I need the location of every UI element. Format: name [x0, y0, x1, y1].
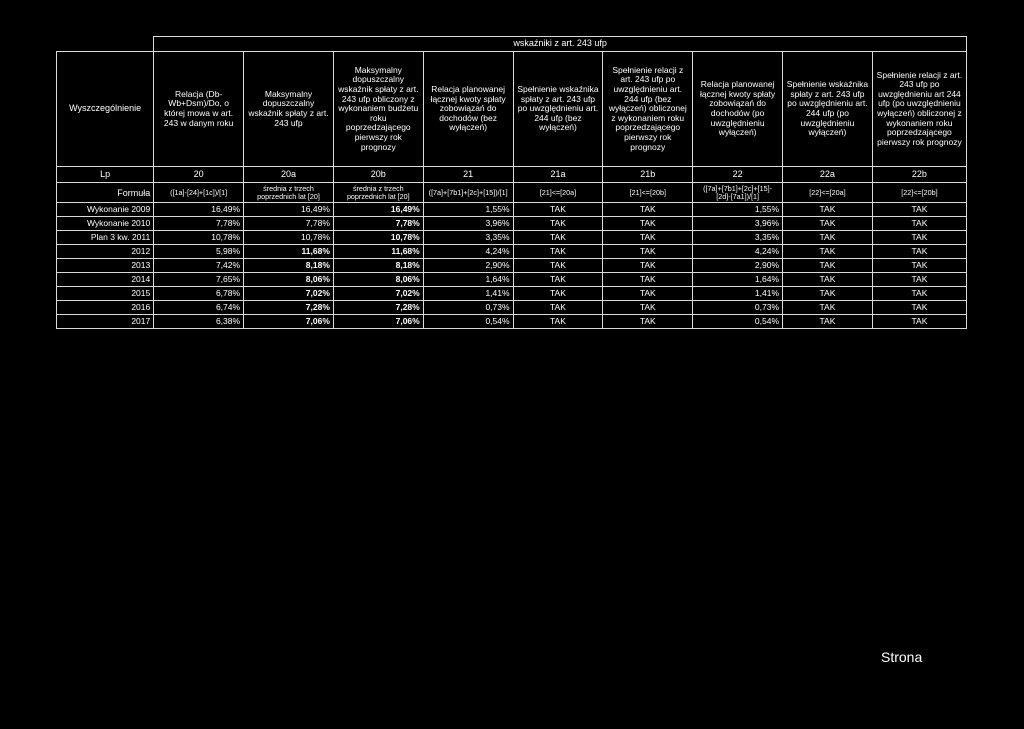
- row-label: Plan 3 kw. 2011: [57, 231, 154, 245]
- table-cell: TAK: [513, 259, 603, 273]
- lp-cell: 21: [423, 167, 513, 183]
- formula-cell: [22]<=[20b]: [872, 183, 966, 203]
- column-header: Spełnienie wskaźnika spłaty z art. 243 ufp po uwzględnieniu art. 244 ufp (po uwzględnieniu wyłączeń): [783, 52, 873, 167]
- table-cell: 8,06%: [333, 273, 423, 287]
- table-row: [57, 287, 967, 301]
- table-cell: 0,73%: [423, 301, 513, 315]
- table-cell: TAK: [783, 231, 873, 245]
- table-cell: TAK: [872, 203, 966, 217]
- table-cell: 10,78%: [244, 231, 334, 245]
- table-cell: TAK: [872, 287, 966, 301]
- column-header: Spełnienie relacji z art. 243 ufp po uwzględnieniu art 244 ufp (po uwzględnieniu wyłączeń) obliczonej z wykonaniem roku poprzedzającego pierwszy rok prognozy: [872, 52, 966, 167]
- lp-row: [57, 167, 967, 183]
- formula-cell: [21]<=[20b]: [603, 183, 693, 203]
- table-cell: 4,24%: [423, 245, 513, 259]
- table-cell: 3,35%: [693, 231, 783, 245]
- lp-label: Lp: [57, 167, 154, 183]
- table-cell: 7,02%: [244, 287, 334, 301]
- formula-row: [57, 183, 967, 203]
- column-header: Spełnienie relacji z art. 243 ufp po uwzględnieniu art. 244 ufp (bez wyłączeń) obliczonej z wykonaniem roku poprzedzającego pierwszy rok prognozy: [603, 52, 693, 167]
- table-cell: 1,41%: [693, 287, 783, 301]
- table-cell: TAK: [513, 217, 603, 231]
- lp-cell: 21a: [513, 167, 603, 183]
- table-cell: TAK: [783, 301, 873, 315]
- table-cell: TAK: [513, 315, 603, 329]
- page-footer-label: Strona: [881, 649, 923, 665]
- lp-cell: 20: [154, 167, 244, 183]
- indicator-table: [56, 36, 967, 329]
- top-header-row: [57, 37, 967, 52]
- table-cell: TAK: [603, 231, 693, 245]
- formula-cell: ([1a]-[24]+[1c])/[1]: [154, 183, 244, 203]
- table-cell: TAK: [872, 217, 966, 231]
- table-cell: 7,06%: [333, 315, 423, 329]
- table-row: [57, 315, 967, 329]
- row-label: 2012: [57, 245, 154, 259]
- table-cell: 2,90%: [423, 259, 513, 273]
- table-cell: 7,78%: [154, 217, 244, 231]
- table-cell: TAK: [872, 245, 966, 259]
- table-cell: TAK: [603, 217, 693, 231]
- table-cell: 7,42%: [154, 259, 244, 273]
- row-label: 2015: [57, 287, 154, 301]
- table-cell: TAK: [603, 245, 693, 259]
- table-row: [57, 203, 967, 217]
- table-cell: TAK: [783, 203, 873, 217]
- table-cell: TAK: [783, 315, 873, 329]
- table-cell: TAK: [603, 315, 693, 329]
- top-header-cell: wskaźniki z art. 243 ufp: [154, 37, 967, 52]
- table-cell: TAK: [872, 315, 966, 329]
- row-label: 2017: [57, 315, 154, 329]
- table-cell: 1,55%: [693, 203, 783, 217]
- table-cell: 0,54%: [693, 315, 783, 329]
- table-cell: TAK: [603, 273, 693, 287]
- table-cell: TAK: [513, 301, 603, 315]
- table-row: [57, 301, 967, 315]
- table-cell: TAK: [783, 217, 873, 231]
- row-label: Wykonanie 2009: [57, 203, 154, 217]
- table-cell: 16,49%: [244, 203, 334, 217]
- table-cell: 16,49%: [333, 203, 423, 217]
- lp-cell: 22: [693, 167, 783, 183]
- table-cell: 7,02%: [333, 287, 423, 301]
- table-cell: 8,18%: [244, 259, 334, 273]
- table-cell: 2,90%: [693, 259, 783, 273]
- table-cell: TAK: [783, 245, 873, 259]
- table-cell: 3,35%: [423, 231, 513, 245]
- table-cell: TAK: [513, 287, 603, 301]
- table-cell: TAK: [872, 259, 966, 273]
- lp-cell: 20a: [244, 167, 334, 183]
- table-cell: TAK: [603, 301, 693, 315]
- table-cell: TAK: [603, 203, 693, 217]
- table-cell: 7,06%: [244, 315, 334, 329]
- lp-cell: 20b: [333, 167, 423, 183]
- table-cell: 8,06%: [244, 273, 334, 287]
- column-header-row: [57, 52, 967, 167]
- column-header: Relacja (Db-Wb+Dsm)/Do, o której mowa w art. 243 w danym roku: [154, 52, 244, 167]
- column-header: Maksymalny dopuszczalny wskaźnik spłaty z art. 243 ufp: [244, 52, 334, 167]
- formula-cell: średnia z trzech poprzednich lat [20]: [244, 183, 334, 203]
- table-cell: TAK: [603, 259, 693, 273]
- table-cell: TAK: [513, 245, 603, 259]
- column-header: Spełnienie wskaźnika spłaty z art. 243 ufp po uwzględnieniu art. 244 ufp (bez wyłączeń): [513, 52, 603, 167]
- table-cell: 6,38%: [154, 315, 244, 329]
- table-cell: 10,78%: [154, 231, 244, 245]
- row-label: 2016: [57, 301, 154, 315]
- table-row: [57, 273, 967, 287]
- table-cell: 16,49%: [154, 203, 244, 217]
- table-row: [57, 217, 967, 231]
- table-cell: 7,65%: [154, 273, 244, 287]
- table-cell: 1,64%: [693, 273, 783, 287]
- lp-cell: 22b: [872, 167, 966, 183]
- row-label: Wykonanie 2010: [57, 217, 154, 231]
- indicator-table-wrapper: [56, 36, 967, 329]
- table-cell: 7,78%: [333, 217, 423, 231]
- table-cell: TAK: [872, 273, 966, 287]
- row-label-header: Wyszczególnienie: [57, 52, 154, 167]
- table-cell: TAK: [513, 203, 603, 217]
- table-row: [57, 231, 967, 245]
- table-cell: 7,28%: [244, 301, 334, 315]
- table-row: [57, 245, 967, 259]
- formula-cell: ([7a]+[7b1]+[2c]+[15])/[1]: [423, 183, 513, 203]
- table-cell: 11,68%: [333, 245, 423, 259]
- table-cell: 10,78%: [333, 231, 423, 245]
- table-cell: 3,96%: [693, 217, 783, 231]
- lp-cell: 21b: [603, 167, 693, 183]
- formula-cell: średnia z trzech poprzednich lat [20]: [333, 183, 423, 203]
- column-header: Relacja planowanej łącznej kwoty spłaty zobowiązań do dochodów (bez wyłączeń): [423, 52, 513, 167]
- table-cell: 1,55%: [423, 203, 513, 217]
- table-cell: 4,24%: [693, 245, 783, 259]
- empty-corner-cell: [57, 37, 154, 52]
- table-cell: 6,74%: [154, 301, 244, 315]
- table-cell: TAK: [783, 273, 873, 287]
- table-cell: 6,78%: [154, 287, 244, 301]
- table-cell: 11,68%: [244, 245, 334, 259]
- row-label: 2013: [57, 259, 154, 273]
- formula-cell: [22]<=[20a]: [783, 183, 873, 203]
- column-header: Relacja planowanej łącznej kwoty spłaty zobowiązań do dochodów (po uwzględnieniu wyłączeń): [693, 52, 783, 167]
- table-cell: 7,28%: [333, 301, 423, 315]
- table-cell: TAK: [513, 273, 603, 287]
- table-cell: 7,78%: [244, 217, 334, 231]
- table-cell: TAK: [513, 231, 603, 245]
- table-cell: 1,41%: [423, 287, 513, 301]
- table-cell: TAK: [783, 259, 873, 273]
- table-cell: 0,73%: [693, 301, 783, 315]
- table-cell: 8,18%: [333, 259, 423, 273]
- table-cell: 1,64%: [423, 273, 513, 287]
- formula-cell: ([7a]+[7b1]+[2c]+[15]-[2d]-[7a1])/[1]: [693, 183, 783, 203]
- row-label: 2014: [57, 273, 154, 287]
- lp-cell: 22a: [783, 167, 873, 183]
- formula-label: Formuła: [57, 183, 154, 203]
- table-cell: TAK: [872, 231, 966, 245]
- table-cell: TAK: [783, 287, 873, 301]
- table-cell: 5,98%: [154, 245, 244, 259]
- table-cell: 0,54%: [423, 315, 513, 329]
- table-cell: TAK: [872, 301, 966, 315]
- column-header: Maksymalny dopuszczalny wskaźnik spłaty z art. 243 ufp obliczony z wykonaniem budżetu roku poprzedzającego pierwszy rok prognozy: [333, 52, 423, 167]
- table-cell: 3,96%: [423, 217, 513, 231]
- formula-cell: [21]<=[20a]: [513, 183, 603, 203]
- table-cell: TAK: [603, 287, 693, 301]
- table-row: [57, 259, 967, 273]
